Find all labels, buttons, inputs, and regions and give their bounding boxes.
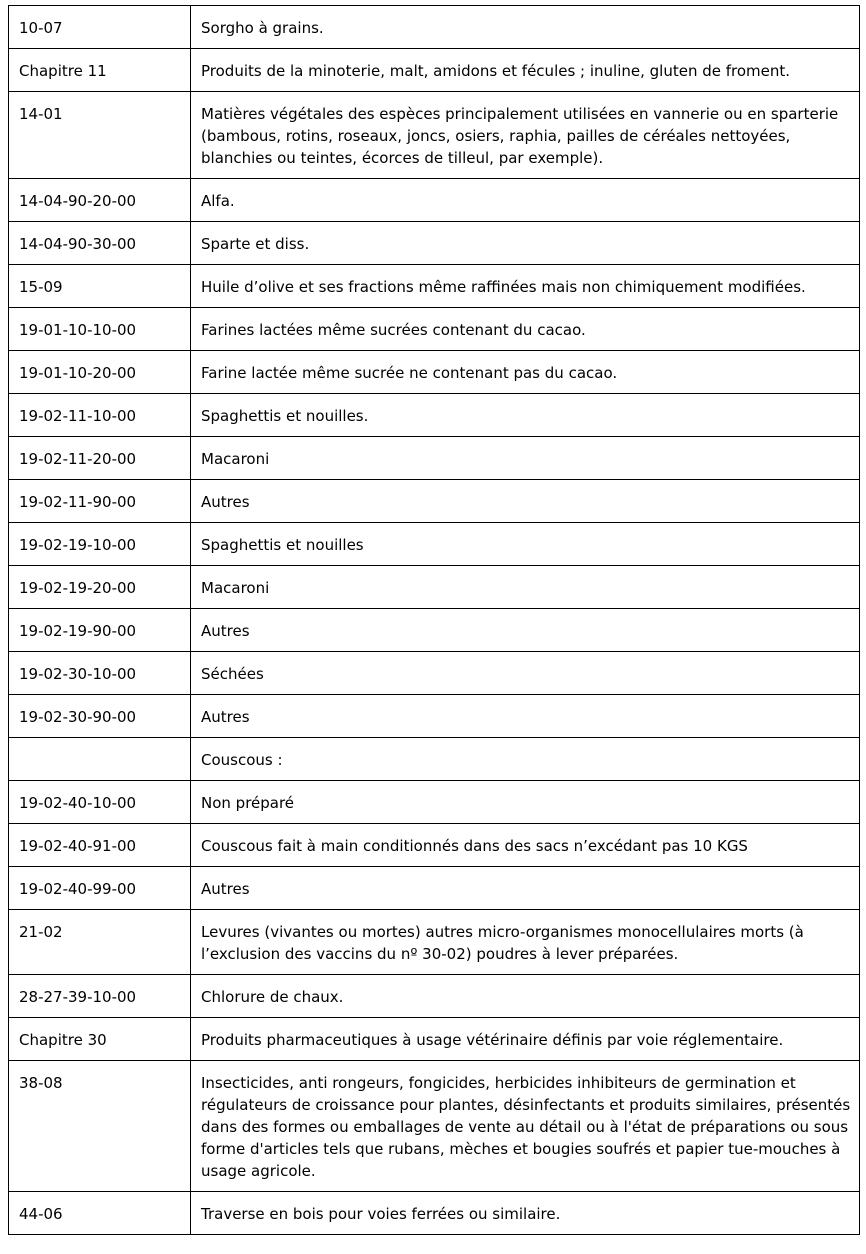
tariff-code-cell: 21-02	[9, 910, 191, 975]
table-row	[9, 437, 860, 480]
product-description-cell: Produits pharmaceutiques à usage vétérinaire définis par voie réglementaire.	[191, 1018, 860, 1061]
table-row	[9, 781, 860, 824]
table-row	[9, 566, 860, 609]
product-description-cell: Huile d’olive et ses fractions même raffinées mais non chimiquement modifiées.	[191, 265, 860, 308]
tariff-code-cell	[9, 738, 191, 781]
table-row	[9, 92, 860, 179]
tariff-code-cell: 19-02-11-20-00	[9, 437, 191, 480]
product-description-cell: Insecticides, anti rongeurs, fongicides, herbicides inhibiteurs de germination et régulateurs de croissance pour plantes, désinfectants et produits similaires, présentés dans des formes ou emballages de vente au détail ou à l'état de préparations ou sous forme d'articles tels que rubans, mèches et bougies soufrés et papier tue-mouches à usage agricole.	[191, 1061, 860, 1192]
product-description-cell: Produits de la minoterie, malt, amidons et fécules ; inuline, gluten de froment.	[191, 49, 860, 92]
table-row	[9, 6, 860, 49]
product-description-cell: Sorgho à grains.	[191, 6, 860, 49]
table-row	[9, 523, 860, 566]
tariff-code-cell: Chapitre 11	[9, 49, 191, 92]
product-description-cell: Farines lactées même sucrées contenant du cacao.	[191, 308, 860, 351]
table-row	[9, 265, 860, 308]
product-description-cell: Chlorure de chaux.	[191, 975, 860, 1018]
table-row	[9, 824, 860, 867]
tariff-code-cell: 14-04-90-30-00	[9, 222, 191, 265]
table-row	[9, 394, 860, 437]
table-row	[9, 1018, 860, 1061]
product-description-cell: Autres	[191, 867, 860, 910]
tariff-table	[8, 5, 860, 1235]
product-description-cell: Macaroni	[191, 437, 860, 480]
tariff-code-cell: 19-02-40-10-00	[9, 781, 191, 824]
table-row	[9, 222, 860, 265]
product-description-cell: Traverse en bois pour voies ferrées ou similaire.	[191, 1192, 860, 1235]
table-row	[9, 49, 860, 92]
table-row	[9, 652, 860, 695]
tariff-code-cell: 14-04-90-20-00	[9, 179, 191, 222]
table-row	[9, 480, 860, 523]
product-description-cell: Autres	[191, 695, 860, 738]
tariff-code-cell: 19-01-10-10-00	[9, 308, 191, 351]
tariff-code-cell: 19-02-11-10-00	[9, 394, 191, 437]
tariff-code-cell: 14-01	[9, 92, 191, 179]
product-description-cell: Autres	[191, 609, 860, 652]
table-row	[9, 975, 860, 1018]
table-row	[9, 179, 860, 222]
tariff-code-cell: Chapitre 30	[9, 1018, 191, 1061]
tariff-code-cell: 19-02-30-10-00	[9, 652, 191, 695]
product-description-cell: Couscous :	[191, 738, 860, 781]
tariff-code-cell: 19-02-19-20-00	[9, 566, 191, 609]
product-description-cell: Autres	[191, 480, 860, 523]
product-description-cell: Macaroni	[191, 566, 860, 609]
tariff-code-cell: 19-02-19-10-00	[9, 523, 191, 566]
product-description-cell: Non préparé	[191, 781, 860, 824]
product-description-cell: Spaghettis et nouilles.	[191, 394, 860, 437]
product-description-cell: Farine lactée même sucrée ne contenant pas du cacao.	[191, 351, 860, 394]
table-row	[9, 695, 860, 738]
product-description-cell: Levures (vivantes ou mortes) autres micro-organismes monocellulaires morts (à l’exclusion des vaccins du nº 30-02) poudres à lever préparées.	[191, 910, 860, 975]
table-row	[9, 738, 860, 781]
tariff-code-cell: 10-07	[9, 6, 191, 49]
product-description-cell: Matières végétales des espèces principalement utilisées en vannerie ou en sparterie (bambous, rotins, roseaux, joncs, osiers, raphia, pailles de céréales nettoyées, blanchies ou teintes, écorces de tilleul, par exemple).	[191, 92, 860, 179]
table-row	[9, 867, 860, 910]
product-description-cell: Couscous fait à main conditionnés dans des sacs n’excédant pas 10 KGS	[191, 824, 860, 867]
tariff-code-cell: 19-02-30-90-00	[9, 695, 191, 738]
product-description-cell: Séchées	[191, 652, 860, 695]
tariff-code-cell: 19-02-11-90-00	[9, 480, 191, 523]
tariff-code-cell: 38-08	[9, 1061, 191, 1192]
tariff-code-cell: 19-02-40-91-00	[9, 824, 191, 867]
product-description-cell: Sparte et diss.	[191, 222, 860, 265]
table-row	[9, 308, 860, 351]
product-description-cell: Spaghettis et nouilles	[191, 523, 860, 566]
tariff-code-cell: 19-02-19-90-00	[9, 609, 191, 652]
tariff-table-body	[9, 6, 860, 1235]
tariff-code-cell: 44-06	[9, 1192, 191, 1235]
tariff-code-cell: 19-02-40-99-00	[9, 867, 191, 910]
product-description-cell: Alfa.	[191, 179, 860, 222]
table-row	[9, 351, 860, 394]
table-row	[9, 910, 860, 975]
table-row	[9, 1192, 860, 1235]
table-row	[9, 609, 860, 652]
tariff-code-cell: 28-27-39-10-00	[9, 975, 191, 1018]
tariff-code-cell: 19-01-10-20-00	[9, 351, 191, 394]
table-row	[9, 1061, 860, 1192]
tariff-code-cell: 15-09	[9, 265, 191, 308]
